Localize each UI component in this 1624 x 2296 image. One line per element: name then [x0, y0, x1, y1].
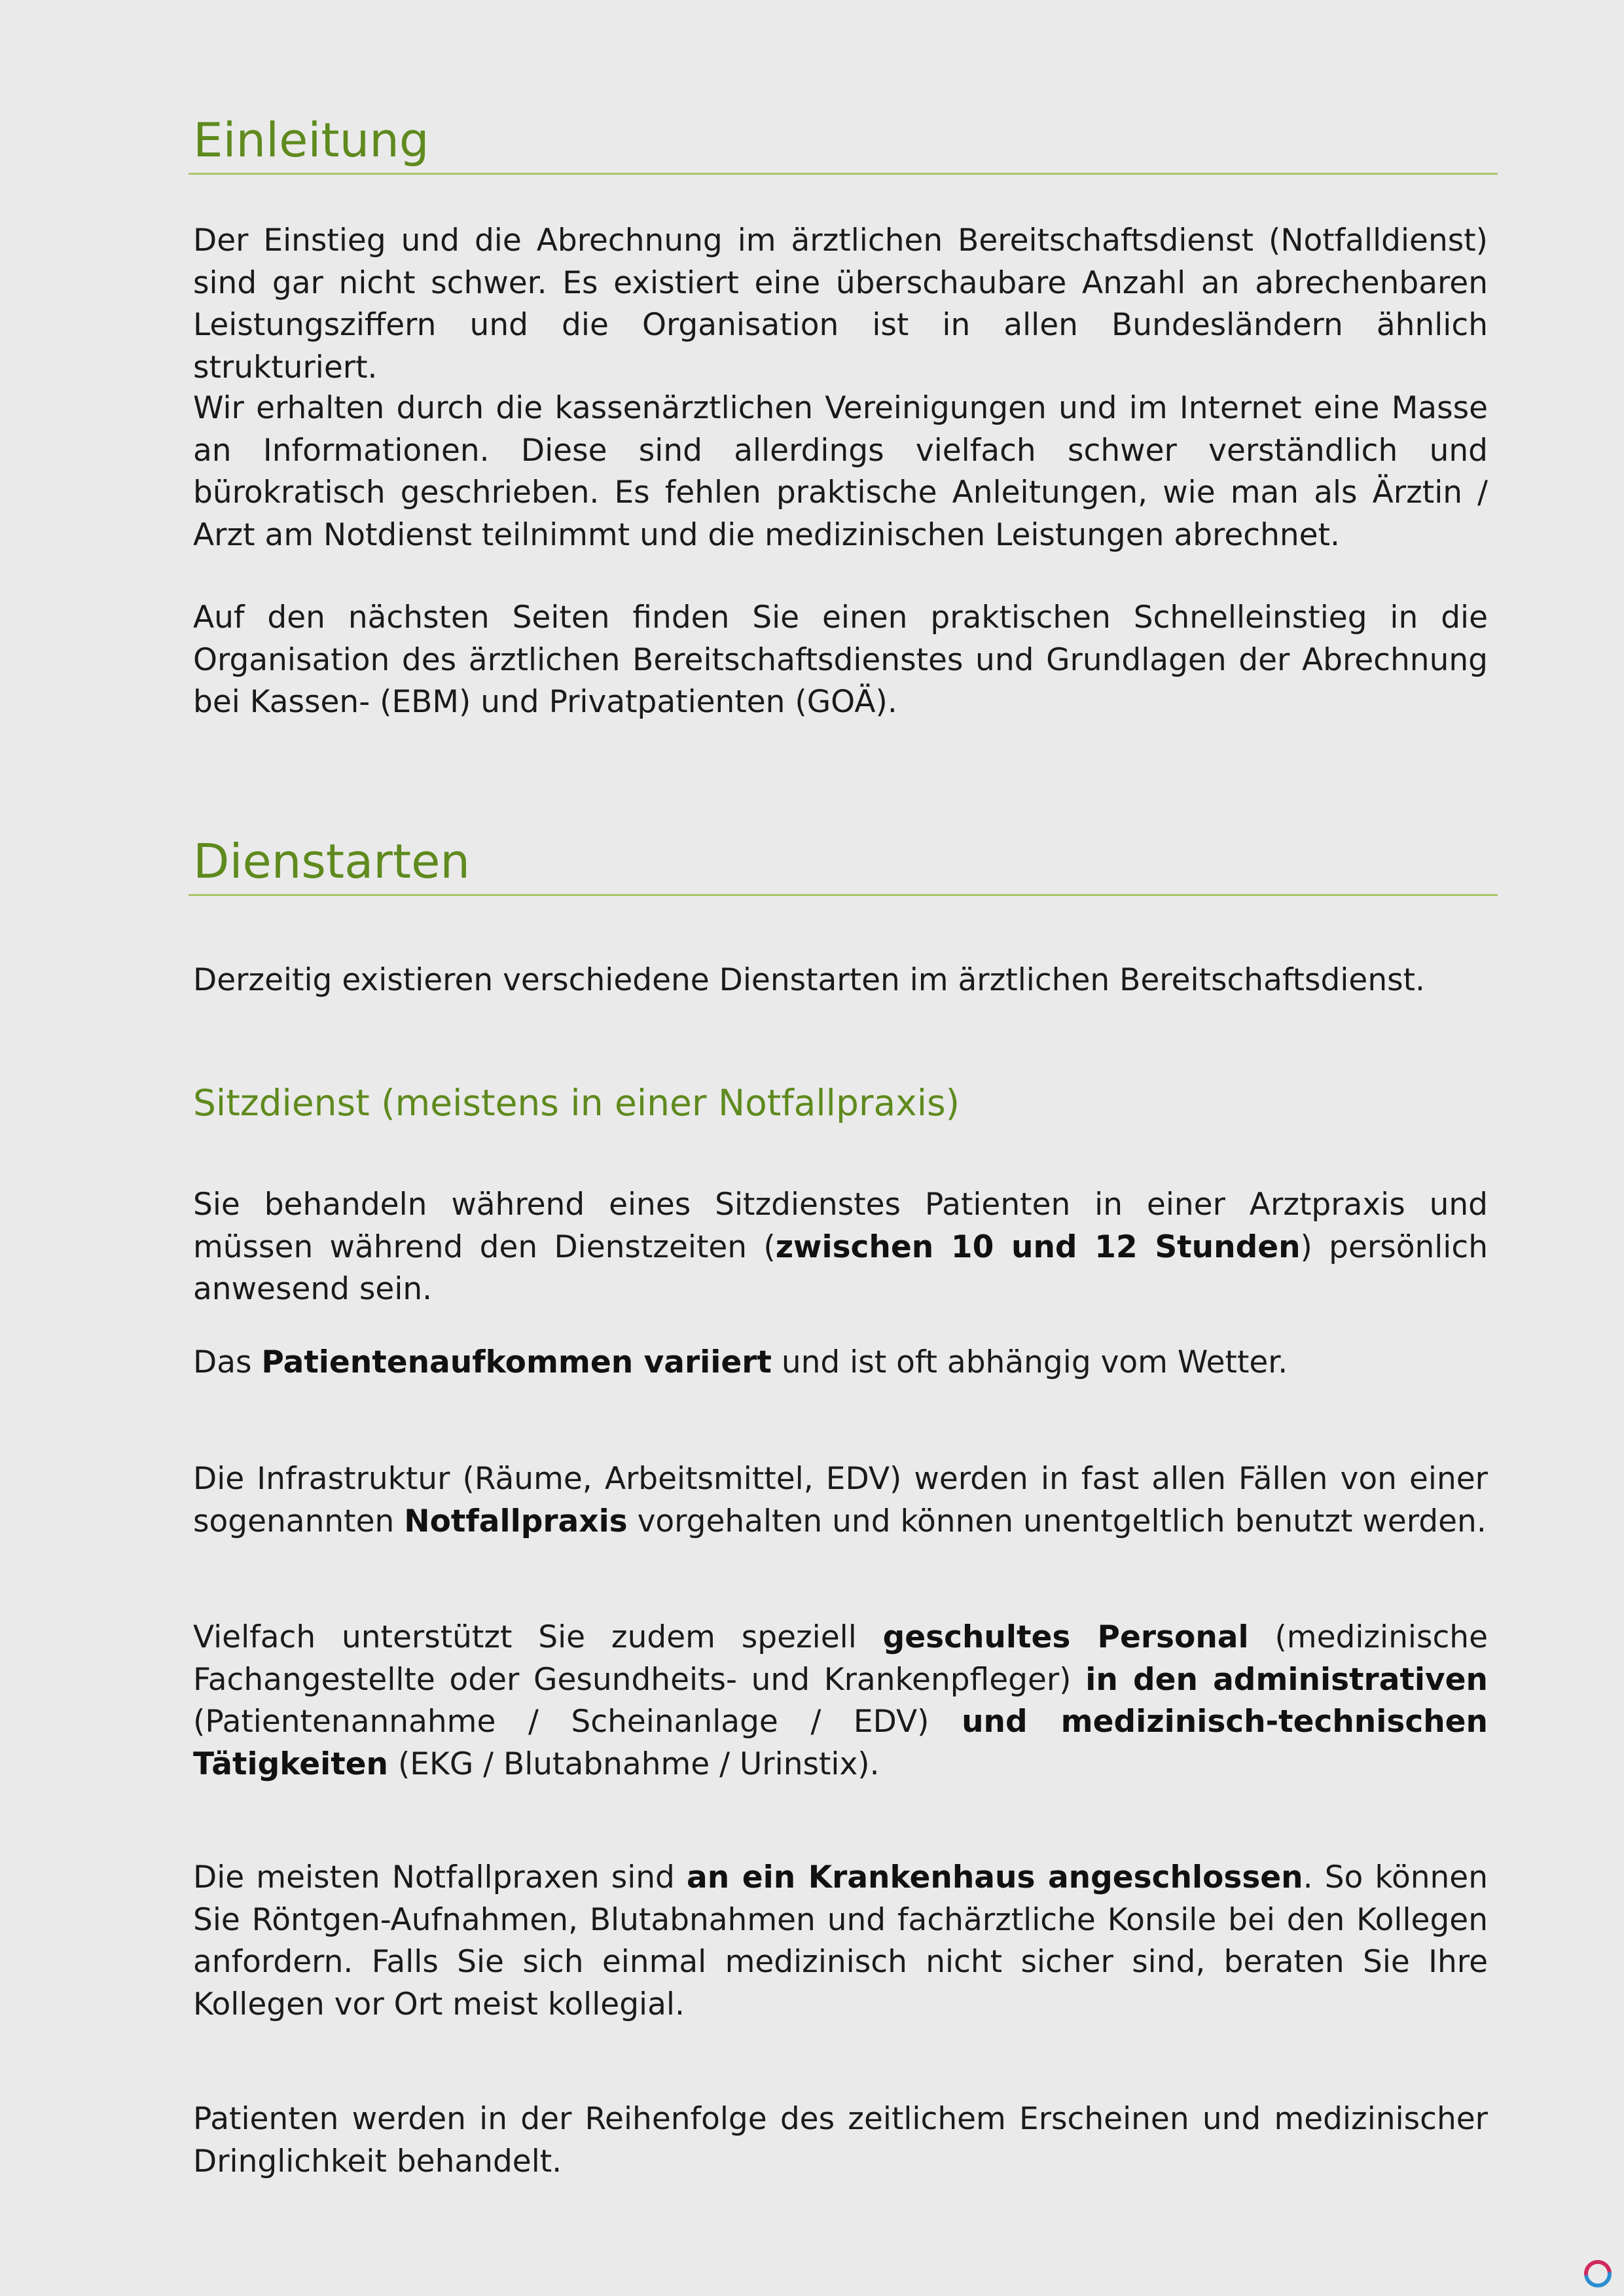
swirl-logo-icon — [1583, 2259, 1612, 2288]
einleitung-paragraph-3: Auf den nächsten Seiten finden Sie einen praktischen Schnelleinstieg in die Organisation des ärztlichen Bereitschaftsdienstes und Grundlagen der Abrechnung bei Kassen- (EBM) und Privatpatienten (GOÄ). — [193, 600, 1488, 720]
heading-underline — [189, 173, 1498, 175]
einleitung-paragraph-1: Der Einstieg und die Abrechnung im ärztlichen Bereitschaftsdienst (Notfalldienst) sind gar nicht schwer. Es existiert eine überschaubare Anzahl an abrechenbaren Leistungsziffern und die Organisation ist in allen Bundesländern ähnlich strukturiert. — [193, 223, 1488, 386]
einleitung-paragraph-2: Wir erhalten durch die kassenärztlichen Vereinigungen und im Internet eine Masse an Informationen. Diese sind allerdings vielfach schwer verständlich und bürokratisch geschrieben. Es fehlen praktische Anleitungen, wie man als Ärztin / Arzt am Notdienst teilnimmt und die medizinischen Leistungen abrechnet. — [193, 390, 1488, 553]
subheading-sitzdienst: Sitzdienst (meistens in einer Notfallpraxis) — [193, 1082, 960, 1124]
heading-dienstarten: Dienstarten — [193, 834, 470, 889]
heading-underline — [189, 894, 1498, 896]
sitzdienst-paragraph-3: Die Infrastruktur (Räume, Arbeitsmittel, EDV) werden in fast allen Fällen von einer sogenannten Notfallpraxis vorgehalten und können unentgeltlich benutzt werden. — [193, 1461, 1488, 1539]
sitzdienst-paragraph-1: Sie behandeln während eines Sitzdienstes Patienten in einer Arztpraxis und müssen während den Dienstzeiten (zwischen 10 und 12 Stunden) persönlich anwesend sein. — [193, 1187, 1488, 1307]
sitzdienst-paragraph-5: Die meisten Notfallpraxen sind an ein Krankenhaus angeschlossen. So können Sie Röntgen-Aufnahmen, Blutabnahmen und fachärztliche Konsile bei den Kollegen anfordern. Falls Sie sich einmal medizinisch nicht sicher sind, beraten Sie Ihre Kollegen vor Ort meist kollegial. — [193, 1859, 1488, 2022]
sitzdienst-paragraph-2: Das Patientenaufkommen variiert und ist oft abhängig vom Wetter. — [193, 1344, 1288, 1380]
dienstarten-intro: Derzeitig existieren verschiedene Dienstarten im ärztlichen Bereitschaftsdienst. — [193, 962, 1425, 998]
heading-einleitung: Einleitung — [193, 113, 429, 168]
sitzdienst-paragraph-6: Patienten werden in der Reihenfolge des zeitlichem Erscheinen und medizinischer Dringlichkeit behandelt. — [193, 2101, 1488, 2179]
sitzdienst-paragraph-4: Vielfach unterstützt Sie zudem speziell geschultes Personal (medizinische Fachangestellte oder Gesundheits- und Krankenpfleger) in den administrativen (Patientenannahme / Scheinanlage / EDV) und medizinisch-technischen Tätigkeiten (EKG / Blutabnahme / Urinstix). — [193, 1619, 1488, 1782]
